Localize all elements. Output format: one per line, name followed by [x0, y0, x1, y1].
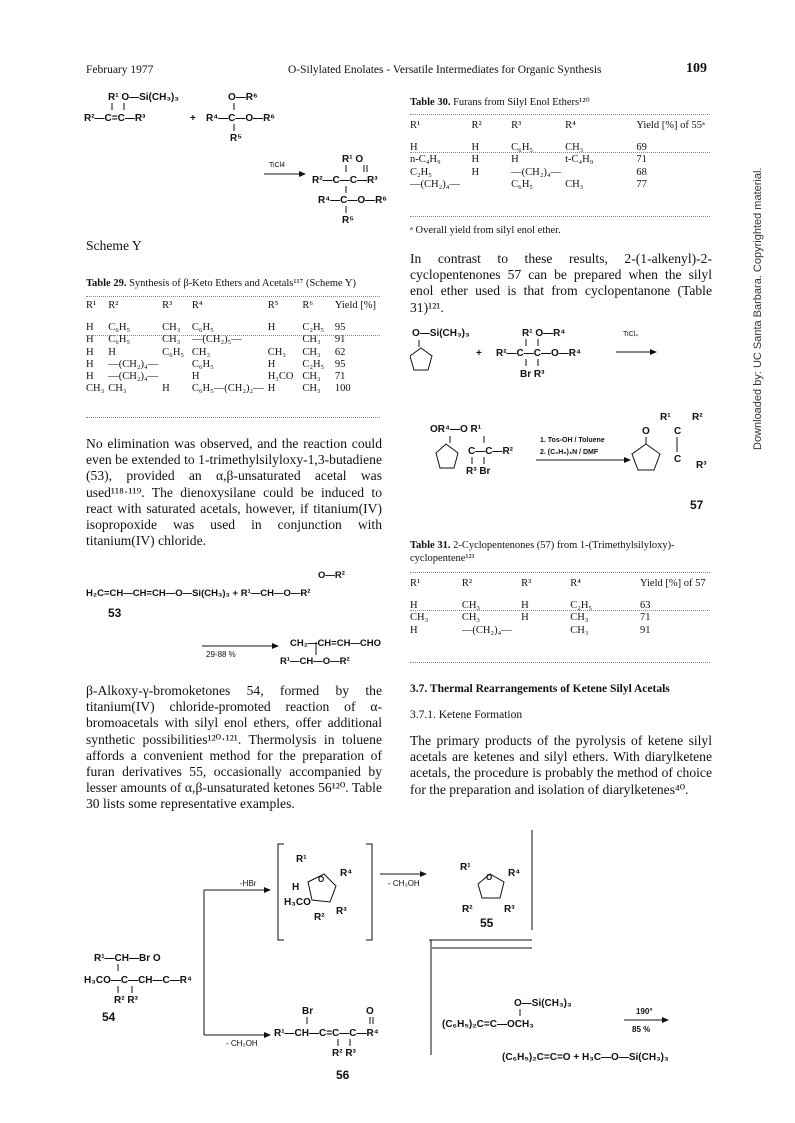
table-cell: H: [410, 624, 418, 636]
table30-title: Table 30.: [410, 97, 451, 108]
running-header-title: O-Silylated Enolates - Versatile Intermediates for Organic Synthesis: [288, 64, 602, 76]
svg-text:Br: Br: [302, 1006, 314, 1017]
table-cell: CH₃: [302, 383, 321, 395]
table30-caption: [410, 96, 710, 109]
table-cell: H: [471, 154, 480, 166]
scheme57-step2: 2. (C₂H₅)₃N / DMF: [540, 449, 599, 456]
compound-56-label: 56: [336, 1068, 350, 1082]
eq53-reactants: H₂C=CH—CH=CH—O—Si(CH₃)₃ + R¹—CH—O—R²: [86, 588, 311, 599]
table-cell: 91: [334, 334, 346, 346]
scheme-y-label: Scheme Y: [86, 238, 142, 253]
table-cell: C₂H₅: [302, 358, 325, 370]
table-cell: H: [410, 600, 418, 612]
table-cell: 71: [334, 371, 346, 383]
table-cell: [565, 167, 636, 179]
column-header: R³: [521, 578, 532, 589]
scheme57-silyl: O—Si(CH₃)₃: [412, 328, 470, 339]
table-cell: H: [86, 322, 94, 334]
column-header: R²: [461, 578, 472, 589]
table-cell: H: [521, 612, 529, 624]
svg-text:R³: R³: [336, 906, 347, 917]
column-header: R⁴: [191, 300, 203, 311]
svg-text:O—R⁶: O—R⁶: [228, 92, 258, 103]
table-cell: H: [86, 334, 94, 346]
column-header: Yield [%] of 57: [640, 578, 706, 589]
table-cell: —(CH₂)₄—: [108, 371, 159, 383]
table-cell: H: [86, 346, 94, 358]
table-cell: 100: [334, 383, 351, 395]
para-cyclopentenones: In contrast to these results, 2-(1-alkenyl)-2-cyclopentenones 57 can be prepared when the silyl enol ether used is that from cyclopentanone (Table 31)¹²¹.: [410, 251, 712, 315]
compound-55-label: 55: [480, 916, 494, 930]
table-cell: [472, 179, 512, 191]
table-cell: H: [471, 142, 480, 154]
para-bromoketones: β-Alkoxy-γ-bromoketones 54, formed by the titanium(IV) chloride-promoted reaction of α-bromoacetals with silyl enol ethers, offer additional synthetic possibilities¹²⁰·¹²¹. Thermolysis in toluene affords a convenient method for the preparation of furan derivatives 55, occasionally accompanied by lesser amounts of α,β-unsaturated ketones 56¹²⁰. Table 30 lists some representative examples.: [86, 683, 382, 812]
svg-text:O: O: [486, 873, 493, 882]
svg-text:O: O: [642, 426, 650, 437]
table-cell: C₆H₅: [162, 346, 185, 358]
table-cell: CH₃: [191, 346, 211, 358]
table-cell: 69: [636, 142, 647, 154]
column-header: Yield [%]: [334, 300, 376, 311]
table-cell: CH₃: [108, 383, 127, 395]
table-cell: [162, 371, 192, 383]
table-cell: H: [162, 383, 170, 395]
table-cell: H: [86, 358, 94, 370]
column-header: R⁴: [565, 120, 576, 131]
table30-caption-text: Furans from Silyl Enol Ethers¹²⁰: [453, 97, 590, 108]
table-cell: CH₃: [565, 178, 584, 190]
svg-text:R¹ O—Si(CH₃)₃: R¹ O—Si(CH₃)₃: [108, 92, 179, 103]
table-row: [410, 612, 710, 624]
table-cell: [162, 359, 192, 371]
table-cell: 68: [636, 166, 647, 178]
table-cell: C₆H₅: [191, 322, 214, 334]
scheme-57-drawing: [410, 320, 715, 520]
eq53-yield: 29-88 %: [206, 650, 236, 659]
table30: [410, 120, 710, 191]
table29-title: Table 29.: [86, 278, 127, 289]
table-row: [410, 179, 710, 191]
column-header: R¹: [86, 300, 97, 311]
ketene-reagent: (C₆H₅)₂C=C—OCH₃: [442, 1019, 534, 1030]
table-cell: H₃CO: [267, 371, 294, 383]
table31-title: Table 31.: [410, 540, 451, 551]
pyrolysis-yield: 85 %: [632, 1025, 651, 1034]
table31-caption-text: 2-Cyclopentenones (57) from 1-(Trimethylsilyloxy)-cyclopentene¹²¹: [410, 540, 675, 564]
svg-text:R²: R²: [692, 412, 703, 423]
table-cell: —(CH₂)₄—: [461, 624, 512, 636]
table-cell: C₂H₅: [410, 166, 432, 178]
table-cell: H: [267, 322, 276, 334]
column-header: R¹: [410, 578, 421, 589]
svg-text:R⁴: R⁴: [340, 868, 353, 879]
scheme57-step1: 1. Tos-OH / Toluene: [540, 437, 605, 444]
pyrolysis-products: (C₆H₅)₂C=C=O + H₃C—O—Si(CH₃)₃: [502, 1052, 669, 1063]
table-cell: CH₃: [302, 346, 321, 358]
table-cell: t-C₄H₉: [565, 154, 594, 166]
table-header-row: [86, 300, 380, 312]
table29-caption-text: Synthesis of β-Keto Ethers and Acetals¹¹⁷ (Scheme Y): [129, 278, 356, 289]
table-cell: C₆H₅: [108, 322, 131, 334]
table-cell: —(CH₂)₄—: [108, 358, 159, 370]
table-cell: H: [267, 358, 276, 370]
scheme57-reagent: TiCl₄: [623, 331, 639, 338]
svg-text:R²: R²: [462, 904, 473, 915]
compound-54-label: 54: [102, 1010, 116, 1024]
table-cell: [521, 625, 570, 637]
svg-text:R²—C=C—R³: R²—C=C—R³: [84, 113, 146, 124]
table-cell: H: [191, 371, 200, 383]
table-cell: H: [86, 371, 94, 383]
para-elimination: No elimination was observed, and the reaction could even be extended to 1-trimethylsilyloxy-1,3-butadiene (53), provided an α,β-unsaturated acetal was used¹¹⁸·¹¹⁹. The dienoxysilane could be induced to react with saturated acetals, however, if titanium(IV) isopropoxide was used in conjunction with titanium(IV) chloride.: [86, 436, 382, 549]
table-cell: CH₃: [570, 624, 589, 636]
table-row: [410, 154, 710, 166]
table-cell: CH₃: [162, 334, 181, 346]
minus-ch3oh-label-2: - CH₃OH: [226, 1039, 258, 1048]
table-cell: C₆H₅: [511, 142, 534, 154]
table-cell: CH₃: [461, 612, 481, 624]
para-ketene-formation: The primary products of the pyrolysis of ketene silyl acetals are ketenes and silyl ethers. With diarylketene acetals, the procedure is probably the method of choice for the preparation and isolation of diarylketenes⁴⁰.: [410, 733, 712, 797]
table-cell: [268, 334, 303, 346]
table-row: [86, 322, 380, 334]
table-cell: CH₃: [162, 322, 181, 334]
svg-text:R¹: R¹: [660, 412, 671, 423]
svg-text:C: C: [674, 426, 682, 437]
column-header: R⁵: [267, 300, 279, 311]
table31: [410, 578, 710, 637]
svg-text:O: O: [318, 875, 325, 884]
table-cell: CH₃: [302, 371, 321, 383]
table-cell: CH₃: [267, 346, 286, 358]
svg-text:O: O: [366, 1006, 374, 1017]
svg-text:H: H: [292, 882, 300, 893]
table-cell: C₆H₅: [108, 334, 131, 346]
svg-text:R³ Br: R³ Br: [466, 466, 491, 477]
column-header: R²: [471, 120, 482, 131]
scheme-y-reagent: TiCl4: [269, 162, 286, 169]
column-header: Yield [%] of 55ᵃ: [636, 120, 705, 131]
table-cell: H: [511, 154, 519, 166]
compound-57-label: 57: [690, 498, 704, 512]
column-header: R³: [511, 120, 522, 131]
ketene-silyl: O—Si(CH₃)₃: [514, 998, 572, 1009]
table-cell: H: [108, 346, 116, 358]
bottom-scheme-drawing: [84, 830, 714, 1070]
table-cell: 77: [636, 178, 647, 190]
table-row: [86, 383, 380, 395]
table-cell: 71: [640, 612, 651, 624]
svg-text:R²: R²: [314, 912, 325, 923]
table-row: [86, 334, 380, 346]
table-row: [86, 371, 380, 383]
table-cell: 91: [640, 624, 651, 636]
column-header: R¹: [410, 120, 421, 131]
svg-text:R⁴: R⁴: [508, 868, 521, 879]
svg-text:+: +: [190, 113, 196, 124]
svg-text:R¹: R¹: [296, 854, 307, 865]
table-cell: 95: [334, 358, 346, 370]
table-cell: —(CH₂)₅—: [191, 334, 242, 346]
table-header-row: [410, 578, 710, 590]
table-cell: 63: [640, 600, 651, 612]
table-cell: C₂H₅: [302, 322, 325, 334]
section-heading: 3.7. Thermal Rearrangements of Ketene Silyl Acetals: [410, 683, 670, 695]
svg-text:R¹—CH—Br O: R¹—CH—Br O: [94, 953, 161, 964]
svg-text:C—C—R²: C—C—R²: [468, 446, 513, 457]
svg-text:R⁵: R⁵: [342, 215, 354, 226]
table-cell: CH₃: [461, 600, 481, 612]
table-cell: —(CH₂)₄—: [511, 166, 562, 178]
svg-text:R¹ O: R¹ O: [342, 154, 364, 165]
table29: [86, 300, 380, 395]
column-header: R⁶: [302, 300, 313, 311]
table-cell: n-C₄H₉: [410, 154, 441, 166]
subsection-heading: 3.7.1. Ketene Formation: [410, 709, 523, 721]
table-row: [410, 167, 710, 179]
table-cell: C₂H₅: [570, 600, 593, 612]
table-cell: 71: [636, 154, 647, 166]
table29-caption: [86, 277, 386, 290]
table30-footnote: ᵃ Overall yield from silyl enol ether.: [410, 225, 561, 236]
table-row: [86, 359, 380, 371]
minus-ch3oh-label: - CH₃OH: [388, 879, 420, 888]
download-note: Downloaded by: UC Santa Barbara. Copyrighted material.: [752, 167, 764, 450]
table-cell: 95: [334, 322, 346, 334]
table31-caption: [410, 539, 710, 565]
svg-text:R¹—CH—C=C—C—R⁴: R¹—CH—C=C—C—R⁴: [274, 1028, 379, 1039]
table-cell: CH₃: [570, 612, 589, 624]
svg-text:R⁴—C—O—R⁶: R⁴—C—O—R⁶: [206, 113, 275, 124]
table-cell: C₆H₅: [511, 178, 534, 190]
eq53-product: CH₂—CH=CH—CHO: [290, 638, 382, 649]
svg-text:Br R³: Br R³: [520, 369, 545, 380]
minus-hbr-label: -HBr: [240, 879, 257, 888]
table-cell: CH₃: [565, 142, 584, 154]
table-cell: CH₃: [86, 383, 105, 395]
running-header-date: February 1977: [86, 64, 154, 76]
column-header: R²: [108, 300, 119, 311]
table-cell: H: [410, 142, 418, 154]
table-cell: H: [267, 383, 276, 395]
eq53-top: O—R²: [318, 570, 345, 581]
column-header: R⁴: [570, 578, 581, 589]
table-row: [410, 625, 710, 637]
svg-text:R² R³: R² R³: [114, 995, 138, 1006]
svg-text:R²—C—C—R³: R²—C—C—R³: [312, 175, 378, 186]
table-cell: 62: [334, 346, 346, 358]
page-number: 109: [686, 61, 707, 76]
table-cell: C₆H₅—(CH₂)₂—: [191, 383, 264, 395]
svg-text:H₃CO—C—CH—C—R⁴: H₃CO—C—CH—C—R⁴: [84, 975, 192, 986]
svg-text:R⁴—C—O—R⁶: R⁴—C—O—R⁶: [318, 195, 387, 206]
table-cell: CH₃: [302, 334, 321, 346]
svg-text:+: +: [476, 348, 482, 359]
table-row: [86, 347, 380, 359]
table-cell: H: [521, 600, 529, 612]
table-header-row: [410, 120, 710, 132]
svg-text:H₃CO: H₃CO: [284, 897, 311, 908]
table-cell: —(CH₂)₄—: [410, 178, 460, 190]
svg-text:R²—C—C—O—R⁴: R²—C—C—O—R⁴: [496, 348, 581, 359]
svg-text:R² R³: R² R³: [332, 1048, 356, 1059]
svg-text:C: C: [674, 454, 682, 465]
svg-text:R¹ O—R⁴: R¹ O—R⁴: [522, 328, 566, 339]
compound-53-label: 53: [108, 606, 122, 620]
pyrolysis-temp: 190°: [636, 1007, 653, 1016]
column-header: R³: [162, 300, 173, 311]
svg-text:R¹: R¹: [460, 862, 471, 873]
table-cell: H: [471, 166, 480, 178]
svg-text:R³: R³: [696, 460, 707, 471]
svg-text:R³: R³: [504, 904, 515, 915]
table-cell: C₆H₅: [191, 358, 214, 370]
table-cell: CH₃: [410, 612, 429, 624]
svg-text:OR⁴—O R¹: OR⁴—O R¹: [430, 424, 482, 435]
eq53-product-line2: R¹—CH—O—R²: [280, 656, 350, 667]
svg-text:R⁵: R⁵: [230, 133, 242, 144]
